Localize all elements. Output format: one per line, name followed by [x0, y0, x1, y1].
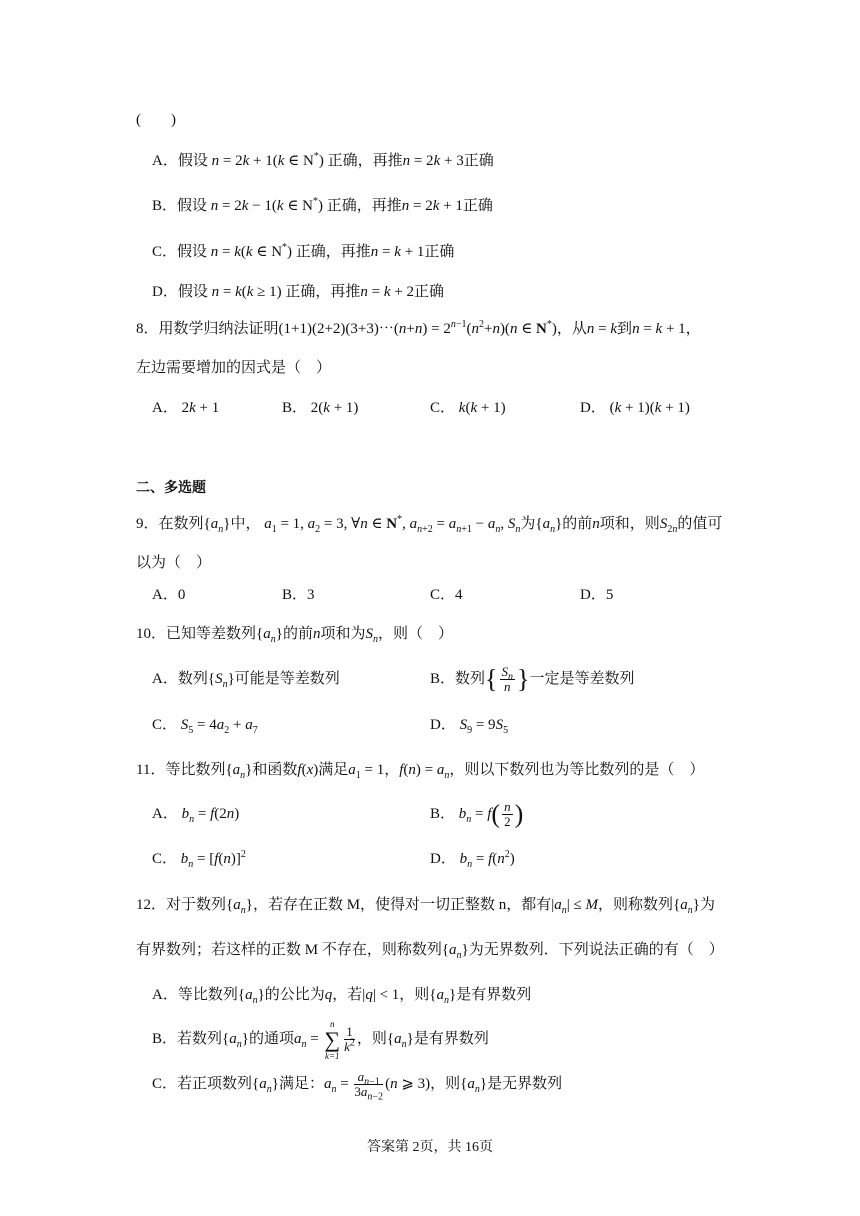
- q10-option-d: D． $S_9 = 9S_5$: [430, 717, 509, 736]
- q9-option-c: C．4: [430, 587, 463, 603]
- q12-stem-line2: 有界数列；若这样的正数 M 不存在，则称数列$\{a_n\}$为无界数列．下列说法正确的有（ ）: [136, 942, 724, 961]
- q11-option-d: D． $b_n = f(n^2)$: [430, 849, 515, 870]
- q10-option-c: C． $S_5 = 4a_2 + a_7$: [152, 717, 258, 736]
- q12-option-a: A．等比数列$\{a_n\}$的公比为q，若|q| < 1，则$\{a_n\}$是有界数列: [152, 987, 532, 1006]
- q11-option-b: B． $b_n = f$( $\frac{n}{2}$ ): [430, 799, 524, 830]
- q12-stem: 12．对于数列$\{a_n\}$，若存在正数 M，使得对一切正整数 n，都有$|a_n| \le M$，则称数列$\{a_n\}$为: [136, 897, 715, 916]
- q9-stem-line2: 以为（ ）: [136, 555, 212, 571]
- q11-stem: 11．等比数列$\{a_n\}$和函数f(x)满足$a_1 = 1$，$f(n) = a_n$，则以下数列也为等比数列的是（ ）: [136, 762, 705, 781]
- q9-option-d: D．5: [580, 587, 614, 603]
- q8-option-b: B． 2(k + 1): [282, 400, 359, 416]
- q8-stem-line2: 左边需要增加的因式是（ ）: [136, 360, 332, 376]
- q9-option-a: A．0: [152, 587, 186, 603]
- q10-stem: 10．已知等差数列$\{a_n\}$的前n项和为$S_n$，则（ ）: [136, 626, 453, 645]
- section-title: 二、多选题: [136, 480, 206, 496]
- q10-option-b: B．数列{ $\frac{S_n}{n}$ }一定是等差数列: [430, 664, 635, 695]
- q9-option-b: B．3: [282, 587, 315, 603]
- q11-option-c: C． $b_n = [f(n)]^2$: [152, 849, 246, 870]
- q10-option-a: A．数列$\{S_n\}$可能是等差数列: [152, 671, 340, 690]
- q8-option-d: D． (k + 1)(k + 1): [580, 400, 690, 416]
- q8-option-a: A． 2k + 1: [152, 400, 220, 416]
- q12-option-c: C．若正项数列$\{a_n\}$满足：$a_n$ = $\frac{a_{n-1}}{3a_{n-2}}$ (n ⩾ 3)，则$\{a_n\}$是无界数列: [152, 1069, 563, 1103]
- q7-option-a: A．假设 n = 2k + 1(k ∈ N*) 正确，再推n = 2k + 3正确: [152, 151, 494, 169]
- q8-option-c: C． k(k + 1): [430, 400, 506, 416]
- q7-option-c: C．假设 n = k(k ∈ N*) 正确，再推n = k + 1正确: [152, 242, 455, 260]
- q11-option-a: A． $b_n = f(2n)$: [152, 806, 240, 825]
- q7-option-d: D．假设 n = k(k ≥ 1) 正确，再推n = k + 2正确: [152, 284, 445, 300]
- page-footer: 答案第 2页，共 16页: [367, 1140, 493, 1155]
- q8-stem: 8．用数学归纳法证明(1+1)(2+2)(3+3)⋯(n+n) = $2^{n-1}(n^2+n)(n$ ∈ N*)，从n = k到n = k + 1，: [136, 319, 701, 337]
- q7-paren: ( ): [136, 112, 176, 128]
- q7-option-b: B．假设 n = 2k − 1(k ∈ N*) 正确，再推n = 2k + 1正确: [152, 196, 493, 214]
- q12-option-b: B．若数列$\{a_n\}$的通项$a_n$ = n ∑ k=1 $\frac{1}{k^2}$ ，则$\{a_n\}$是有界数列: [152, 1018, 489, 1061]
- q9-stem: 9．在数列$\{a_n\}$中， $a_1 = 1$, $a_2 = 3$, ∀n ∈ N*, $a_{n+2} = a_{n+1} - a_n$, $S_n$为$\{a_n\}$的前n项和，则$S_{2n}$的值可: [136, 514, 723, 535]
